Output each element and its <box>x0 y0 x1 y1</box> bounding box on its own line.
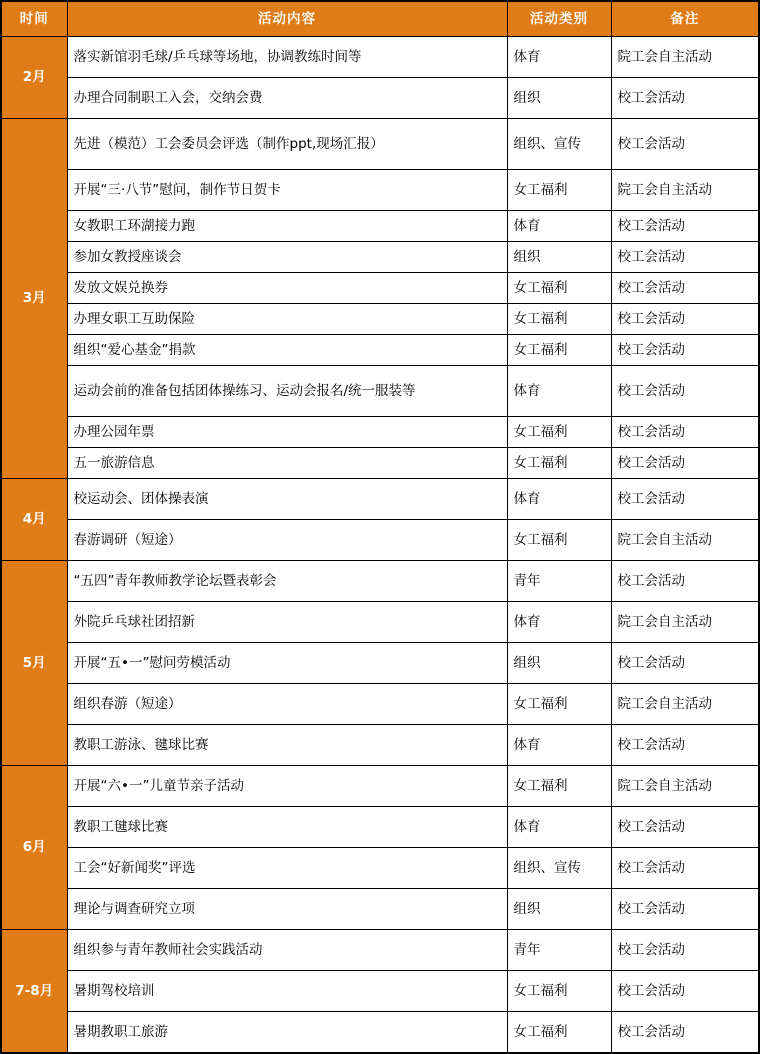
table-header-row <box>1 1 759 37</box>
activity-type-cell: 女工福利 <box>507 520 611 561</box>
activity-type-cell: 体育 <box>507 37 611 78</box>
activity-type-cell: 体育 <box>507 211 611 242</box>
activity-content-cell: 落实新馆羽毛球/乒乓球等场地，协调教练时间等 <box>67 37 507 78</box>
activity-content-cell: 校运动会、团体操表演 <box>67 479 507 520</box>
activity-content-cell: 开展“六•一”儿童节亲子活动 <box>67 766 507 807</box>
remark-cell: 校工会活动 <box>611 1012 759 1054</box>
table-row <box>1 366 759 417</box>
activity-content-cell: 办理合同制职工入会，交纳会费 <box>67 78 507 119</box>
activity-content-cell: 五一旅游信息 <box>67 448 507 479</box>
activity-type-cell: 体育 <box>507 807 611 848</box>
remark-cell: 校工会活动 <box>611 479 759 520</box>
column-header-activity-content: 活动内容 <box>67 1 507 37</box>
activity-type-cell: 女工福利 <box>507 417 611 448</box>
activity-type-cell: 体育 <box>507 602 611 643</box>
remark-cell: 校工会活动 <box>611 807 759 848</box>
table-row <box>1 971 759 1012</box>
month-cell: 2月 <box>1 37 67 119</box>
activity-content-cell: 女教职工环湖接力跑 <box>67 211 507 242</box>
table-row <box>1 930 759 971</box>
table-row <box>1 170 759 211</box>
column-header-activity-type: 活动类别 <box>507 1 611 37</box>
remark-cell: 院工会自主活动 <box>611 520 759 561</box>
remark-cell: 校工会活动 <box>611 971 759 1012</box>
remark-cell: 校工会活动 <box>611 273 759 304</box>
remark-cell: 校工会活动 <box>611 561 759 602</box>
column-header-time: 时间 <box>1 1 67 37</box>
activity-content-cell: 理论与调查研究立项 <box>67 889 507 930</box>
month-cell: 5月 <box>1 561 67 766</box>
activity-type-cell: 组织 <box>507 643 611 684</box>
month-cell: 7-8月 <box>1 930 67 1054</box>
activity-content-cell: 工会“好新闻奖”评选 <box>67 848 507 889</box>
table-row <box>1 848 759 889</box>
table-row <box>1 335 759 366</box>
table-row <box>1 602 759 643</box>
table-header <box>1 1 759 37</box>
activity-type-cell: 组织、宣传 <box>507 119 611 170</box>
activity-type-cell: 女工福利 <box>507 304 611 335</box>
table-row <box>1 78 759 119</box>
month-cell: 6月 <box>1 766 67 930</box>
table-row <box>1 448 759 479</box>
activity-type-cell: 女工福利 <box>507 273 611 304</box>
table-row <box>1 1012 759 1054</box>
table-body <box>1 37 759 1054</box>
table-row <box>1 242 759 273</box>
activity-type-cell: 体育 <box>507 725 611 766</box>
activity-type-cell: 女工福利 <box>507 1012 611 1054</box>
remark-cell: 校工会活动 <box>611 78 759 119</box>
remark-cell: 校工会活动 <box>611 643 759 684</box>
activity-content-cell: 办理公园年票 <box>67 417 507 448</box>
activity-content-cell: 暑期驾校培训 <box>67 971 507 1012</box>
table-row <box>1 520 759 561</box>
remark-cell: 校工会活动 <box>611 417 759 448</box>
table-row <box>1 273 759 304</box>
table-row <box>1 807 759 848</box>
activity-content-cell: 春游调研（短途） <box>67 520 507 561</box>
activity-type-cell: 女工福利 <box>507 448 611 479</box>
remark-cell: 校工会活动 <box>611 448 759 479</box>
table-row <box>1 725 759 766</box>
remark-cell: 院工会自主活动 <box>611 37 759 78</box>
remark-cell: 校工会活动 <box>611 889 759 930</box>
activity-type-cell: 体育 <box>507 366 611 417</box>
month-cell: 4月 <box>1 479 67 561</box>
activity-content-cell: “五四”青年教师教学论坛暨表彰会 <box>67 561 507 602</box>
activity-type-cell: 组织、宣传 <box>507 848 611 889</box>
table-row <box>1 479 759 520</box>
activity-content-cell: 组织“爱心基金”捐款 <box>67 335 507 366</box>
remark-cell: 校工会活动 <box>611 848 759 889</box>
activity-type-cell: 女工福利 <box>507 971 611 1012</box>
month-cell: 3月 <box>1 119 67 479</box>
remark-cell: 院工会自主活动 <box>611 766 759 807</box>
activity-content-cell: 外院乒乓球社团招新 <box>67 602 507 643</box>
activity-type-cell: 组织 <box>507 78 611 119</box>
remark-cell: 校工会活动 <box>611 725 759 766</box>
activity-type-cell: 组织 <box>507 242 611 273</box>
remark-cell: 校工会活动 <box>611 211 759 242</box>
table-row <box>1 561 759 602</box>
activity-content-cell: 开展“三·八节”慰问，制作节日贺卡 <box>67 170 507 211</box>
activity-type-cell: 女工福利 <box>507 684 611 725</box>
activity-content-cell: 教职工游泳、毽球比赛 <box>67 725 507 766</box>
activity-content-cell: 先进（模范）工会委员会评选（制作ppt,现场汇报） <box>67 119 507 170</box>
activity-type-cell: 体育 <box>507 479 611 520</box>
activity-content-cell: 办理女职工互助保险 <box>67 304 507 335</box>
remark-cell: 校工会活动 <box>611 119 759 170</box>
activity-content-cell: 参加女教授座谈会 <box>67 242 507 273</box>
activity-type-cell: 青年 <box>507 930 611 971</box>
activity-type-cell: 女工福利 <box>507 335 611 366</box>
remark-cell: 院工会自主活动 <box>611 170 759 211</box>
activity-content-cell: 运动会前的准备包括团体操练习、运动会报名/统一服装等 <box>67 366 507 417</box>
activity-content-cell: 教职工毽球比赛 <box>67 807 507 848</box>
activity-type-cell: 女工福利 <box>507 170 611 211</box>
activity-type-cell: 组织 <box>507 889 611 930</box>
activity-content-cell: 组织参与青年教师社会实践活动 <box>67 930 507 971</box>
table-row <box>1 766 759 807</box>
activity-type-cell: 青年 <box>507 561 611 602</box>
activity-content-cell: 开展“五•一”慰问劳模活动 <box>67 643 507 684</box>
activity-type-cell: 女工福利 <box>507 766 611 807</box>
remark-cell: 校工会活动 <box>611 366 759 417</box>
remark-cell: 校工会活动 <box>611 335 759 366</box>
table-row <box>1 889 759 930</box>
activity-content-cell: 暑期教职工旅游 <box>67 1012 507 1054</box>
table-row <box>1 643 759 684</box>
table-row <box>1 119 759 170</box>
remark-cell: 校工会活动 <box>611 930 759 971</box>
table-row <box>1 211 759 242</box>
remark-cell: 院工会自主活动 <box>611 684 759 725</box>
table-row <box>1 417 759 448</box>
table-row <box>1 684 759 725</box>
column-header-remark: 备注 <box>611 1 759 37</box>
remark-cell: 校工会活动 <box>611 242 759 273</box>
remark-cell: 校工会活动 <box>611 304 759 335</box>
remark-cell: 院工会自主活动 <box>611 602 759 643</box>
activity-content-cell: 组织春游（短途） <box>67 684 507 725</box>
table-row <box>1 304 759 335</box>
activity-content-cell: 发放文娱兑换券 <box>67 273 507 304</box>
table-row <box>1 37 759 78</box>
